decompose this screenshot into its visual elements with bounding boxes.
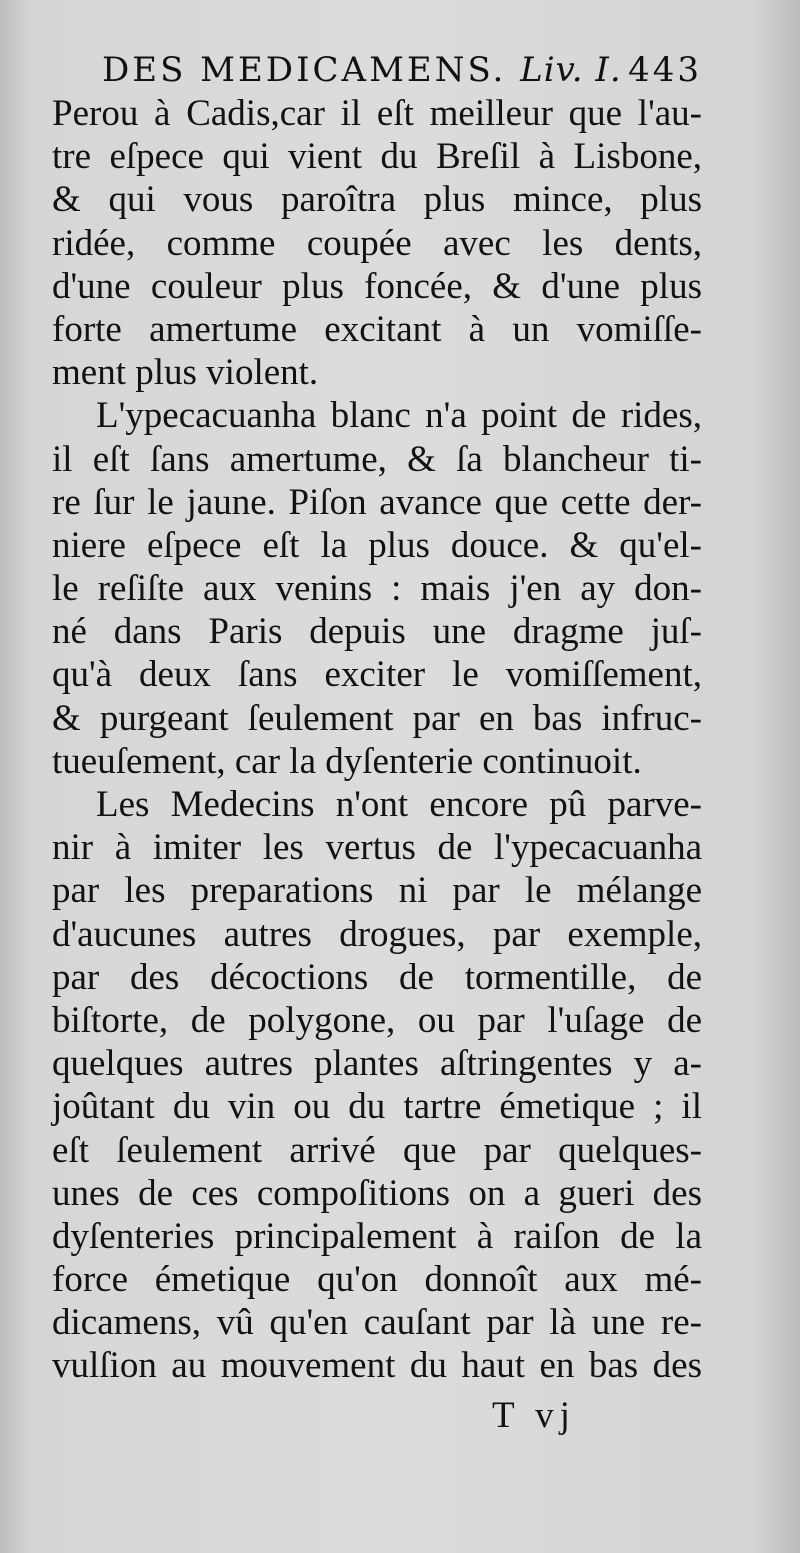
text-line: vulſion au mouvement du haut en bas des xyxy=(52,1345,702,1387)
text-line: Les Medecins n'ont encore pû parve- xyxy=(96,784,702,825)
page-number: 443 xyxy=(628,50,702,90)
text-block xyxy=(52,48,702,1438)
text-line: tueuſement, car la dyſenterie continuoit. xyxy=(52,740,642,782)
text-line: re ſur le jaune. Piſon avance que cette der- xyxy=(52,481,702,523)
text-line: le reſiſte aux venins : mais j'en ay don- xyxy=(52,568,702,610)
text-line: d'une couleur plus foncée, & d'une plus xyxy=(52,265,702,307)
text-line: dicamens, vû qu'en cauſant par là une re- xyxy=(52,1302,702,1344)
text-line: & qui vous paroîtra plus mince, plus xyxy=(52,179,702,221)
text-line: forte amertume excitant à un vomiſſe- xyxy=(52,308,702,350)
text-line: né dans Paris depuis une dragme juſ- xyxy=(52,611,702,653)
text-line: par des décoctions de tormentille, de xyxy=(52,956,702,998)
header-title: DES MEDICAMENS. xyxy=(102,50,507,90)
text-line: tre eſpece qui vient du Breſil à Lisbone, xyxy=(52,136,702,178)
text-line: niere eſpece eſt la plus douce. & qu'el- xyxy=(52,524,702,566)
text-line: & purgeant ſeulement par en bas infruc- xyxy=(52,697,702,739)
running-head xyxy=(102,48,702,92)
text-line: qu'à deux ſans exciter le vomiſſement, xyxy=(52,654,702,696)
text-line: par les preparations ni par le mélange xyxy=(52,870,702,912)
header-book: Liv. I. xyxy=(520,50,622,90)
signature-mark: T vj xyxy=(492,1394,576,1436)
paragraph-1 xyxy=(52,92,702,394)
text-line: d'aucunes autres drogues, par exemple, xyxy=(52,913,702,955)
text-line: il eſt ſans amertume, & ſa blancheur ti- xyxy=(52,438,702,480)
text-line: Perou à Cadis,car il eſt meilleur que l'au- xyxy=(52,93,702,134)
text-line: force émetique qu'on donnoît aux mé- xyxy=(52,1259,702,1301)
paragraph-3 xyxy=(52,783,702,1388)
text-line: eſt ſeulement arrivé que par quelques- xyxy=(52,1129,702,1171)
text-line: joûtant du vin ou du tartre émetique ; il xyxy=(52,1086,702,1128)
text-line: ridée, comme coupée avec les dents, xyxy=(52,222,702,264)
text-line: ment plus violent. xyxy=(52,352,319,394)
text-line: quelques autres plantes aſtringentes y a- xyxy=(52,1043,702,1085)
paragraph-2 xyxy=(52,394,702,783)
text-line: nir à imiter les vertus de l'ypecacuanha xyxy=(52,827,702,869)
text-line: unes de ces compoſitions on a gueri des xyxy=(52,1172,702,1214)
running-title xyxy=(102,48,622,92)
text-line: dyſenteries principalement à raiſon de la xyxy=(52,1215,702,1257)
text-line: L'ypecacuanha blanc n'a point de rides, xyxy=(96,395,702,437)
text-line: biſtorte, de polygone, ou par l'uſage de xyxy=(52,999,702,1041)
